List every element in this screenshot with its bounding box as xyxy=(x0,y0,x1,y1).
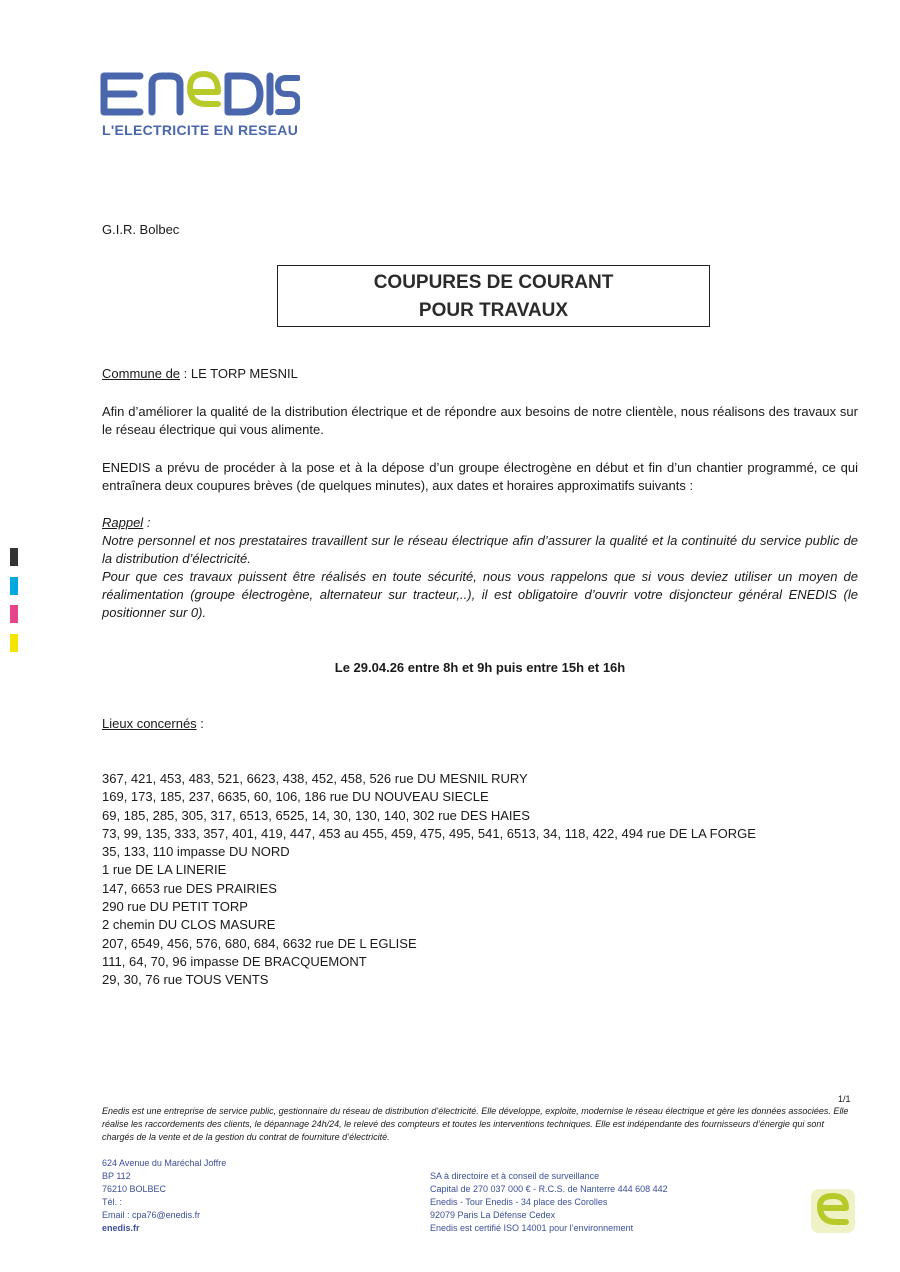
legal-notice: Enedis est une entreprise de service public, gestionnaire du réseau de distribution d’électricité. Elle développe, exploite, modernise le réseau électrique et gère les données associées. Elle réalise les raccordements des clients, le dépannage 24h/24, le relevé des compteurs et toutes les interventions techniques. Elle est indépendante des fournisseurs d’énergie qui sont chargés de la vente et de la gestion du contrat de fourniture d’électricité. xyxy=(102,1106,849,1142)
corporate-line: 92079 Paris La Défense Cedex xyxy=(430,1210,556,1220)
list-item: 29, 30, 76 rue TOUS VENTS xyxy=(102,972,269,988)
rappel-text-1: Notre personnel et nos prestataires travaillent sur le réseau électrique afin d’assurer la qualité et la continuité du service public de la distribution d’électricité. xyxy=(102,533,858,566)
address-line: 76210 BOLBEC xyxy=(102,1184,167,1194)
commune-line xyxy=(102,366,298,381)
list-item: 169, 173, 185, 237, 6635, 60, 106, 186 rue DU NOUVEAU SIECLE xyxy=(102,789,489,805)
places-list xyxy=(102,770,756,990)
plan-paragraph: ENEDIS a prévu de procéder à la pose et à la dépose d’un groupe électrogène en début et fin d’un chantier programmé, ce qui entraînera deux coupures brèves (de quelques minutes), aux dates et horaires approximatifs suivants : xyxy=(102,460,858,493)
list-item: 207, 6549, 456, 576, 680, 684, 6632 rue DE L EGLISE xyxy=(102,935,417,951)
list-item: 111, 64, 70, 96 impasse DE BRACQUEMONT xyxy=(102,953,367,969)
corporate-line: SA à directoire et à conseil de surveillance xyxy=(430,1171,600,1181)
address-line: BP 112 xyxy=(102,1171,131,1181)
rappel-block xyxy=(102,514,858,622)
list-item: 73, 99, 135, 333, 357, 401, 419, 447, 453 au 455, 459, 475, 495, 541, 6513, 34, 118, 422, 494 rue DE LA FORGE xyxy=(102,825,756,841)
brand-tagline: L'ELECTRICITE EN RESEAU xyxy=(102,122,299,138)
commune-value: : LE TORP MESNIL xyxy=(180,366,298,381)
sender-name: G.I.R. Bolbec xyxy=(102,222,180,237)
address-block xyxy=(102,1157,226,1235)
list-item: 1 rue DE LA LINERIE xyxy=(102,862,227,878)
lieux-suffix: : xyxy=(196,716,204,731)
intro-paragraph: Afin d’améliorer la qualité de la distribution électrique et de répondre aux besoins de notre clientèle, nous réalisons des travaux sur le réseau électrique qui vous alimente. xyxy=(102,404,858,437)
print-mark-black xyxy=(10,548,18,566)
corporate-line: Enedis - Tour Enedis - 34 place des Corolles xyxy=(430,1197,608,1207)
corporate-line: Capital de 270 037 000 € - R.C.S. de Nanterre 444 608 442 xyxy=(430,1184,668,1194)
list-item: 69, 185, 285, 305, 317, 6513, 6525, 14, 30, 130, 140, 302 rue DES HAIES xyxy=(102,807,530,823)
title-line-1: COUPURES DE COURANT xyxy=(373,272,614,293)
title-line-2: POUR TRAVAUX xyxy=(418,300,569,321)
list-item: 147, 6653 rue DES PRAIRIES xyxy=(102,880,277,896)
list-item: 35, 133, 110 impasse DU NORD xyxy=(102,844,290,860)
corporate-info xyxy=(430,1170,668,1235)
list-item: 290 rue DU PETIT TORP xyxy=(102,899,248,915)
print-mark-cyan xyxy=(10,577,18,595)
print-mark-magenta xyxy=(10,605,18,623)
print-mark-yellow xyxy=(10,634,18,652)
address-line: Email : cpa76@enedis.fr xyxy=(102,1210,201,1220)
address-line: Tél. : xyxy=(102,1197,123,1207)
rappel-suffix: : xyxy=(143,515,151,530)
schedule-line: Le 29.04.26 entre 8h et 9h puis entre 15h et 16h xyxy=(334,660,626,675)
document-title xyxy=(277,265,710,327)
list-item: 367, 421, 453, 483, 521, 6623, 438, 452, 458, 526 rue DU MESNIL RURY xyxy=(102,771,528,786)
rappel-label: Rappel xyxy=(102,515,144,530)
list-item: 2 chemin DU CLOS MASURE xyxy=(102,917,276,933)
lieux-label: Lieux concernés xyxy=(102,716,197,731)
enedis-e-logo-icon xyxy=(810,1188,856,1234)
commune-label: Commune de xyxy=(102,366,181,381)
rappel-text-2: Pour que ces travaux puissent être réalisés en toute sécurité, nous vous rappelons que si vous deviez utiliser un moyen de réalimentation (groupe électrogène, alternateur sur tracteur,..), il est obligatoire d’ouvrir votre disjoncteur général ENEDIS (le positionner sur 0). xyxy=(102,569,858,620)
lieux-heading xyxy=(102,716,204,731)
website-link[interactable]: enedis.fr xyxy=(102,1223,140,1233)
address-line: 624 Avenue du Maréchal Joffre xyxy=(102,1158,227,1168)
page-number: 1/1 xyxy=(838,1094,851,1104)
enedis-logo xyxy=(100,70,300,118)
corporate-line: Enedis est certifié ISO 14001 pour l’environnement xyxy=(430,1223,634,1233)
